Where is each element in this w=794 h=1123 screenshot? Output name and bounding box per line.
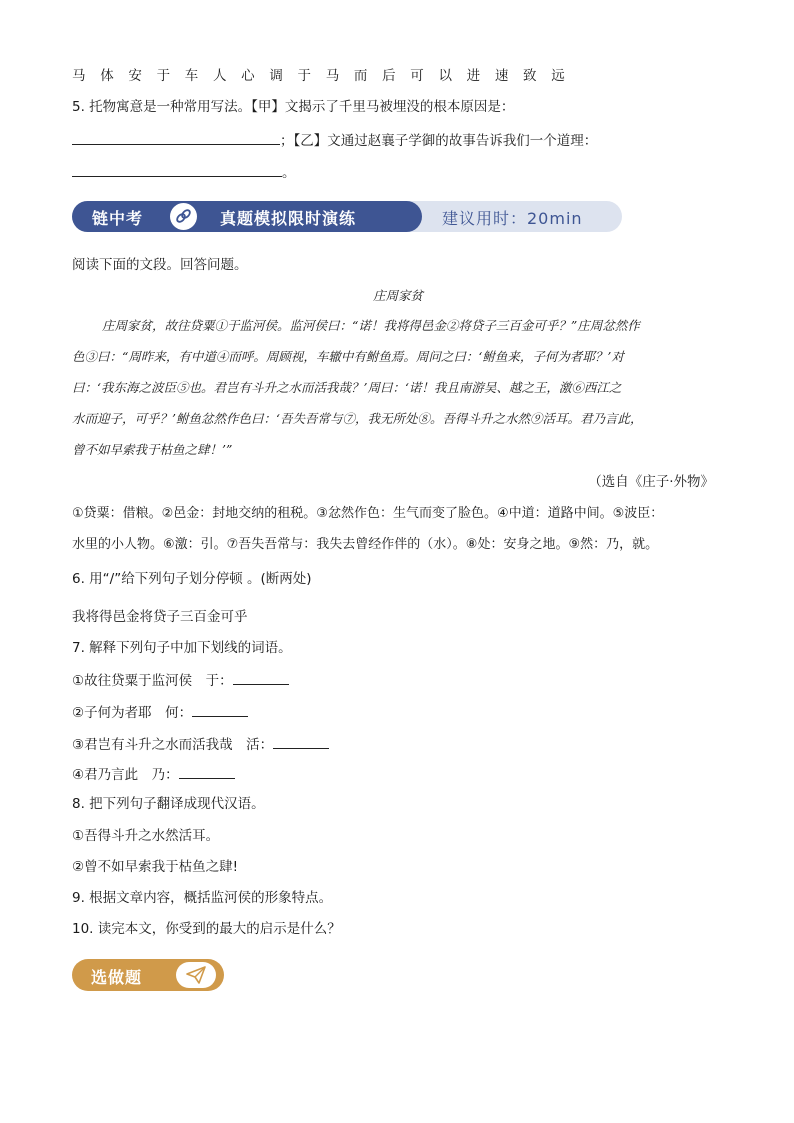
classical-passage (72, 282, 724, 462)
question-5-end: 。 (282, 165, 296, 181)
optional-section-label: 选做题 (91, 968, 143, 987)
paper-plane-icon (176, 962, 216, 988)
question-8-item: ②曾不如早索我于枯鱼之肆! (72, 859, 239, 875)
chain-icon (170, 203, 197, 230)
banner-left-label: 链中考 (92, 209, 144, 228)
answer-blank[interactable] (179, 764, 235, 779)
passage-line: 曾不如早索我于枯鱼之肆！’” (72, 442, 233, 457)
banner-main-label: 真题模拟限时演练 (220, 209, 357, 228)
answer-blank[interactable] (192, 702, 248, 717)
passage-line: 水而迎子，可乎？’鲋鱼忿然作色曰：‘吾失吾常与⑦，我无所处⑧。吾得斗升之水然⑨活耳。君乃言此， (72, 411, 643, 426)
question-8-item: ①吾得斗升之水然活耳。 (72, 828, 220, 844)
q4-answer-line: 马 体 安 于 车 人 心 调 于 马 而 后 可 以 进 速 致 远 (72, 68, 570, 84)
question-7-item: ①故往贷粟于监河侯 于： (72, 670, 289, 691)
answer-blank[interactable] (72, 162, 282, 177)
question-5-answer-line-2 (72, 162, 296, 183)
question-6-sentence: 我将得邑金将贷子三百金可乎 (72, 609, 248, 625)
question-8: 8. 把下列句子翻译成现代汉语。 (72, 796, 265, 812)
section-banner (72, 201, 622, 232)
optional-section-badge (72, 959, 224, 991)
answer-blank[interactable] (233, 670, 289, 685)
reading-intro: 阅读下面的文段。回答问题。 (72, 257, 248, 273)
passage-line: 曰：‘我东海之波臣⑤也。君岂有斗升之水而活我哉？’周曰：‘诺！我且南游吴、越之王，激⑥西江之 (72, 380, 622, 395)
question-7-item: ④君乃言此 乃： (72, 764, 235, 785)
question-7-item: ③君岂有斗升之水而活我哉 活： (72, 734, 329, 755)
question-7: 7. 解释下列句子中加下划线的词语。 (72, 640, 292, 656)
question-5-answer-line (72, 130, 597, 151)
answer-blank[interactable] (72, 130, 280, 145)
question-9: 9. 根据文章内容，概括监河侯的形象特点。 (72, 890, 333, 906)
passage-title: 庄周家贫 (372, 288, 423, 303)
question-5-mid: ；【乙】文通过赵襄子学御的故事告诉我们一个道理： (280, 133, 598, 149)
question-5: 5. 托物寓意是一种常用写法。【甲】文揭示了千里马被埋没的根本原因是： (72, 99, 515, 115)
passage-line: 色③曰：“周昨来，有中道④而呼。周顾视，车辙中有鲋鱼焉。周问之曰：‘鲋鱼来，子何为者耶？’对 (72, 349, 624, 364)
question-6: 6. 用“/”给下列句子划分停顿 。(断两处) (72, 571, 312, 587)
passage-source: （选自《庄子·外物》 (588, 474, 714, 490)
passage-line: 庄周家贫，故往贷粟①于监河侯。监河侯曰：“诺！我将得邑金②将贷子三百金可乎？”庄周忿然作 (102, 318, 640, 333)
question-7-item: ②子何为者耶 何： (72, 702, 248, 723)
annotation-line: 水里的小人物。⑥激：引。⑦吾失吾常与：我失去曾经作伴的（水）。⑧处：安身之地。⑨然：乃，就。 (72, 537, 659, 552)
question-10: 10. 读完本文，你受到的最大的启示是什么？ (72, 921, 341, 937)
banner-time-label: 建议用时：20min (442, 209, 583, 228)
annotation-line: ①贷粟：借粮。②邑金：封地交纳的租税。③忿然作色：生气而变了脸色。④中道：道路中间。⑤波臣： (72, 506, 664, 521)
answer-blank[interactable] (273, 734, 329, 749)
